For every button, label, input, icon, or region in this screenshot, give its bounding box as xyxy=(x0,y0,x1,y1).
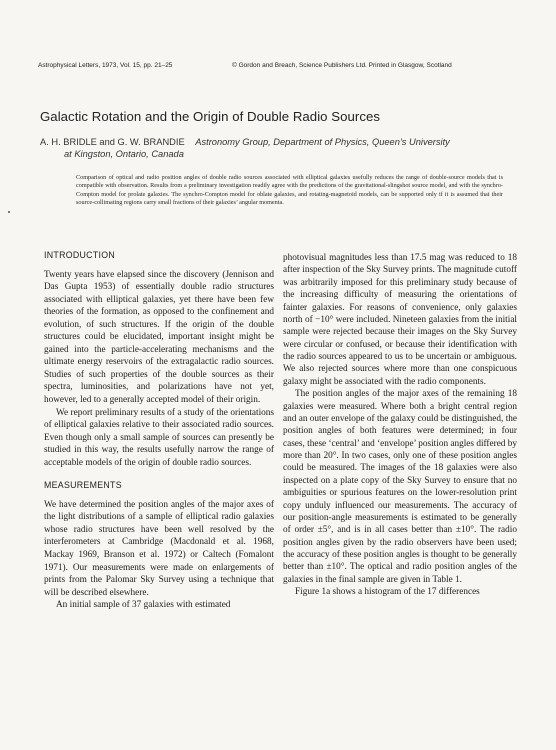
introduction-heading: INTRODUCTION xyxy=(44,250,116,260)
publisher-notice: © Gordon and Breach, Science Publishers Ltd. Printed in Glasgow, Scotland xyxy=(232,62,452,69)
paper-title: Galactic Rotation and the Origin of Double Radio Sources xyxy=(40,109,381,124)
introduction-paragraph-2: We report preliminary results of a study of the orientations of elliptical galaxies relative to their associated radio sources. Even though only a small sample of sources can presently be studied in this way, the results usefully narrow the range of acceptable models of the origin of double radio sources. xyxy=(44,407,274,468)
affiliation-line-1: Astronomy Group, Department of Physics, Queen’s University xyxy=(195,137,450,147)
right-paragraph-1: photovisual magnitudes less than 17.5 mag was reduced to 18 after inspection of the Sky Survey prints. The magnitude cutoff was arbitrarily imposed for this preliminary study because of the increasing difficulty of measuring the orientations of fainter galaxies. For reasons of convenience, only galaxies north of −10° were included. Nineteen galaxies from the initial sample were rejected because their images on the Sky Survey were circular or confused, or because their identification with the radio sources appeared to us to be uncertain or ambiguous. We also rejected sources where more than one conspicuous galaxy might be associated with the radio components. xyxy=(283,253,517,387)
author-names: A. H. BRIDLE and G. W. BRANDIE xyxy=(40,137,185,147)
measurements-heading: MEASUREMENTS xyxy=(44,480,122,491)
abstract: Comparison of optical and radio position angles of double radio sources associated with elliptical galaxies usefully reduces the range of double-source models that is compatible with observation. Results from a preliminary investigation readily agree with the predictions of the gravitational-slingshot source model, and with the synchro-Compton model for prolate galaxies. The synchro-Compton model for oblate galaxies, and rotating-magnetoid models, can be supported only if it is assumed that their source-collimating regions carry small fractions of their galaxies’ angular momenta. xyxy=(76,174,503,207)
measurements-paragraph-2: An initial sample of 37 galaxies with estimated xyxy=(56,600,231,611)
introduction-paragraph-1: Twenty years have elapsed since the discovery (Jennison and Das Gupta 1953) of essentially double radio structures associated with elliptical galaxies, yet there have been few theories of the formation, as opposed to the confinement and evolution, of such structures. If the origin of the double structures could be elucidated, important insight might be gained into the particle-accelerating mechanisms and the ultimate energy reservoirs of the extragalactic radio sources. Studies of such properties of the double sources as their spectra, luminosities, and polarizations have not yet, however, led to a generally accepted model of their origin. xyxy=(44,269,274,406)
measurements-paragraph-1: We have determined the position angles of the major axes of the light distributions of a sample of elliptical radio galaxies whose radio structures have been well resolved by the interferometers at Cambridge (Macdonald et al. 1968, Mackay 1969, Branson et al. 1972) or Caltech (Fomalont 1971). Our measurements were made on enlargements of prints from the Palomar Sky Survey using a technique that will be described elsewhere. xyxy=(44,499,274,598)
right-column xyxy=(283,252,517,599)
right-paragraph-3: Figure 1a shows a histogram of the 17 differences xyxy=(295,587,480,598)
journal-citation: Astrophysical Letters, 1973, Vol. 15, pp. 21–25 xyxy=(38,62,173,69)
margin-mark xyxy=(8,211,10,213)
left-column xyxy=(44,249,274,612)
right-paragraph-2: The position angles of the major axes of the remaining 18 galaxies were measured. Where both a bright central region and an outer envelope of the galaxy could be distinguished, the position angles of both features were determined; in four cases, these ‘central’ and ‘envelope’ position angles differed by more than 20°. In two cases, only one of these position angles could be measured. The images of the 18 galaxies were also inspected on a plate copy of the Sky Survey to ensure that no ambiguities or spurious features on the lower-resolution print copy unduly influenced our measurements. The accuracy of our position-angle measurements is estimated to be generally of order ±5°, and is in all cases better than ±10°. The radio position angles given by the radio observers have been used; the accuracy of these position angles is thought to be generally better than ±10°. The optical and radio position angles of the galaxies in the final sample are given in Table 1. xyxy=(283,389,517,585)
section-gap xyxy=(44,469,274,479)
author-block xyxy=(40,137,450,160)
affiliation-line-2: at Kingston, Ontario, Canada xyxy=(64,148,184,159)
